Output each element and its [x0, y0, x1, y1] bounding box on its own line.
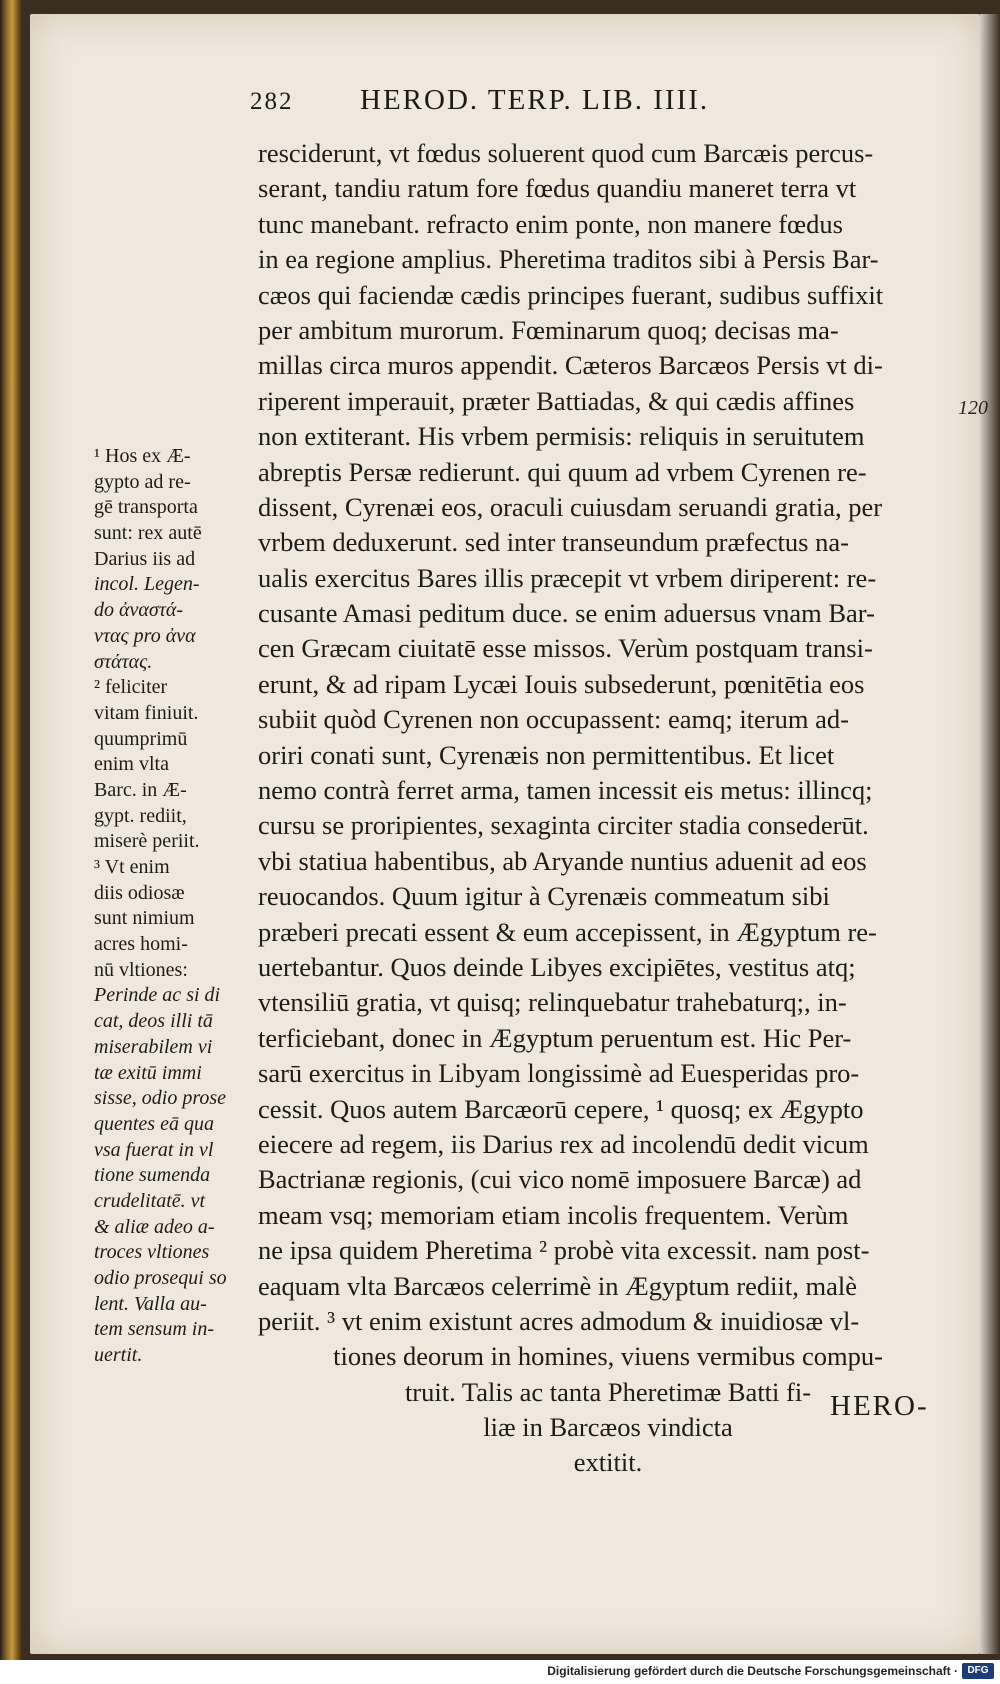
text-line: Bactrianæ regionis, (cui vico nomē imposuere Barcæ) ad: [258, 1164, 862, 1195]
side-note-line: Perinde ac si di: [94, 984, 221, 1007]
side-note-line: diis odiosæ: [94, 881, 185, 904]
text-line: cæos qui faciendæ cædis principes fuerant, sudibus suffixit: [258, 279, 884, 310]
text-line: sarū exercitus in Libyam longissimè ad Euesperidas pro-: [258, 1058, 860, 1089]
text-line: cessit. Quos autem Barcæorū cepere, ¹ quosq; ex Ægypto: [258, 1093, 864, 1124]
side-note-line: nū vltiones:: [94, 958, 188, 981]
side-note-line: gypt. rediit,: [94, 804, 187, 827]
side-note-line: crudelitatē. vt: [94, 1189, 206, 1212]
page-number: 282: [250, 88, 294, 115]
text-line: reuocandos. Quum igitur à Cyrenæis commeatum sibi: [258, 881, 830, 912]
marginal-notes: [94, 444, 259, 1369]
side-note-line: quentes eā qua: [94, 1112, 214, 1135]
running-head: [250, 84, 890, 124]
text-line: erunt, & ad ripam Lycæi Iouis subsederunt, pœnitētia eos: [258, 668, 865, 699]
text-line: subiit quòd Cyrenen non occupassent: eamq; iterum ad-: [258, 704, 849, 735]
text-line: periit. ³ vt enim existunt acres admodum & inuidiosæ vl-: [258, 1305, 860, 1336]
side-note-line: sunt: rex autē: [94, 522, 202, 545]
running-title: HEROD. TERP. LIB. IIII.: [360, 84, 710, 116]
text-line: tunc manebant. refracto enim ponte, non manere fœdus: [258, 208, 843, 239]
side-note-line: tem sensum in-: [94, 1318, 214, 1341]
side-note-line: quumprimū: [94, 727, 188, 750]
text-line: terficiebant, donec in Ægyptum peruentum est. Hic Per-: [258, 1022, 852, 1053]
text-line: resciderunt, vt fœdus soluerent quod cum Barcæis percus-: [258, 138, 874, 168]
side-note-line: Darius iis ad: [94, 547, 196, 570]
page-edge: [980, 14, 1000, 1654]
side-note-line: lent. Valla au-: [94, 1292, 207, 1315]
side-note-line: enim vlta: [94, 753, 169, 776]
side-note-line: ³ Vt enim: [94, 856, 170, 878]
text-line: liæ in Barcæos vindicta: [483, 1412, 733, 1443]
side-note-line: cat, deos illi tā: [94, 1010, 213, 1033]
text-line: riperent imperauit, præter Battiadas, & qui cædis affines: [258, 385, 855, 416]
side-note-line: gē transporta: [94, 496, 198, 519]
text-line: truit. Talis ac tanta Pheretimæ Batti fi-: [404, 1376, 812, 1407]
side-note-line: do ἀναστά-: [94, 599, 184, 622]
text-line: eaquam vlta Barcæos celerrimè in Ægyptum rediit, malè: [258, 1270, 858, 1301]
text-line: per ambitum murorum. Fœminarum quoq; decisas ma-: [258, 314, 839, 345]
main-text-block: [258, 136, 958, 1481]
text-line: vbi statiua habentibus, ab Aryande nuntius aduenit ad eos: [258, 845, 867, 876]
digitization-footer: [0, 1660, 1000, 1684]
side-note-line: incol. Legen-: [94, 573, 200, 596]
side-note-line: tæ exitū immi: [94, 1061, 202, 1084]
side-note-line: vitam finiuit.: [94, 701, 199, 724]
side-note-line: miserè periit.: [94, 830, 200, 853]
dfg-logo: DFG: [962, 1663, 994, 1679]
side-note-line: tione sumenda: [94, 1164, 211, 1187]
margin-reference: 120: [958, 397, 988, 419]
side-note-line: ¹ Hos ex Æ-: [94, 445, 191, 467]
text-line: vrbem deduxerunt. sed inter transeundum præfectus na-: [258, 527, 849, 558]
text-line: uertebantur. Quos deinde Libyes excipiētes, vestitus atq;: [258, 951, 856, 982]
text-line: præberi precati essent & eum accepissent, in Ægyptum re-: [258, 916, 877, 947]
text-line: non extiterant. His vrbem permisis: reliquis in seruitutem: [258, 421, 865, 452]
side-note-line: & aliæ adeo a-: [94, 1215, 215, 1238]
side-note-line: sisse, odio prose: [94, 1087, 227, 1110]
text-line: abreptis Persæ redierunt. qui quum ad vrbem Cyrenen re-: [258, 456, 867, 487]
side-note-line: στάτας.: [94, 650, 153, 673]
text-line: meam vsq; memoriam etiam incolis frequentem. Verùm: [258, 1199, 849, 1230]
text-line: vtensiliū gratia, vt quisq; relinquebatur trahebaturq;, in-: [258, 987, 847, 1018]
side-note-line: miserabilem vi: [94, 1035, 213, 1058]
text-line: oriri conati sunt, Cyrenæis non permittentibus. Et licet: [258, 739, 835, 770]
text-line: extitit.: [573, 1447, 643, 1478]
side-note-line: gypto ad re-: [94, 470, 191, 493]
side-note-line: odio prosequi so: [94, 1267, 227, 1289]
text-line: dissent, Cyrenæi eos, oraculi cuiusdam seruandi gratia, per: [258, 491, 883, 522]
text-line: millas circa muros appendit. Cæteros Barcæos Persis vt di-: [258, 350, 883, 381]
side-note-line: vsa fuerat in vl: [94, 1138, 214, 1161]
side-note-line: ² feliciter: [94, 676, 168, 699]
text-line: tiones deorum in homines, viuens vermibus compu-: [333, 1341, 883, 1372]
catchword: HERO-: [830, 1390, 929, 1422]
side-note-line: uertit.: [94, 1344, 143, 1367]
footer-credit: Digitalisierung gefördert durch die Deutsche Forschungsgemeinschaft ·: [547, 1664, 958, 1678]
side-note-line: troces vltiones: [94, 1241, 210, 1264]
side-note-line: acres homi-: [94, 933, 188, 956]
text-line: eiecere ad regem, iis Darius rex ad incolendū dedit vicum: [258, 1128, 869, 1159]
text-line: nemo contrà ferret arma, tamen incessit eis metus: illincq;: [258, 775, 873, 806]
text-line: in ea regione amplius. Pheretima traditos sibi à Persis Bar-: [258, 244, 879, 275]
side-note-line: Barc. in Æ-: [94, 778, 187, 801]
side-note-line: ντας pro ἀνα: [94, 624, 196, 647]
text-line: ne ipsa quidem Pheretima ² probè vita excessit. nam post-: [258, 1235, 870, 1266]
text-line: cusante Amasi peditum duce. se enim aduersus vnam Bar-: [258, 598, 875, 629]
text-line: serant, tandiu ratum fore fœdus quandiu maneret terra vt: [258, 173, 857, 204]
text-line: ualis exercitus Bares illis præcepit vt vrbem diriperent: re-: [258, 562, 877, 593]
side-note-line: sunt nimium: [94, 907, 195, 930]
text-line: cursu se proripientes, sexaginta circiter stadia consederūt.: [258, 810, 869, 841]
book-binding-edge: [0, 0, 22, 1660]
text-line: cen Græcam ciuitatē esse missos. Verùm postquam transi-: [258, 633, 873, 664]
